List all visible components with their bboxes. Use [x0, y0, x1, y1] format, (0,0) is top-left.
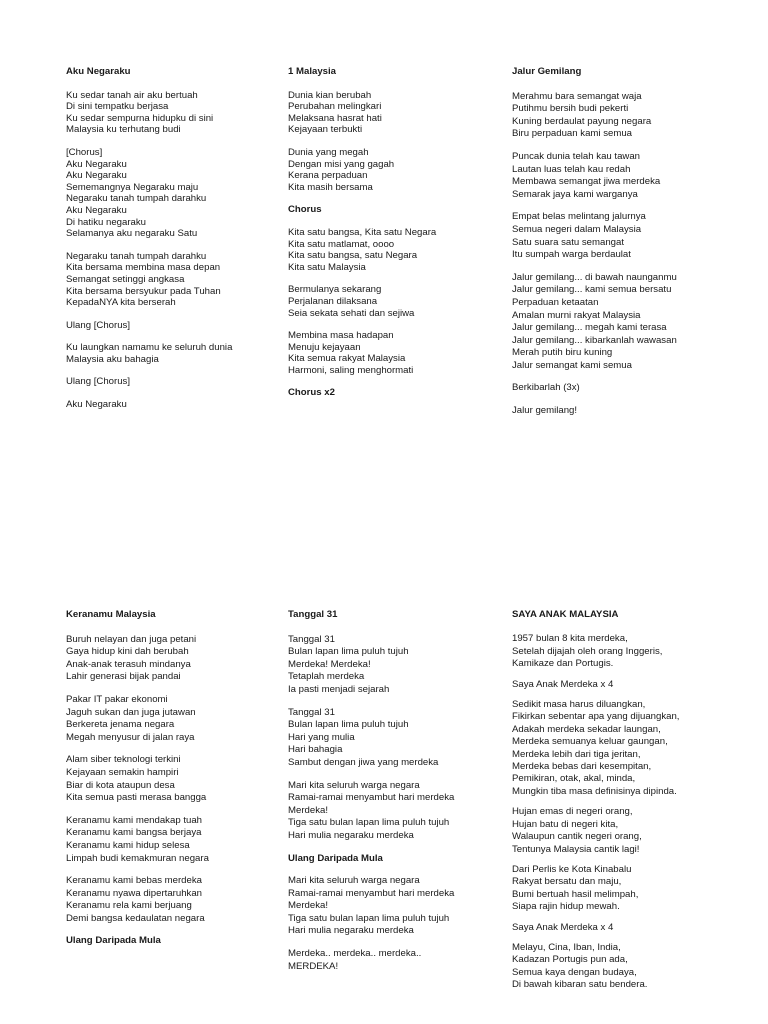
- lyric-line: Kita semua rakyat Malaysia: [288, 353, 406, 365]
- lyric-line: Keranamu kami bangsa berjaya: [66, 827, 202, 839]
- lyric-line: Ku sedar tanah air aku bertuah: [66, 89, 198, 101]
- lyric-line: Sedikit masa harus diluangkan,: [512, 699, 646, 711]
- lyric-line: Tanggal 31: [288, 633, 335, 645]
- lyric-line: Tentunya Malaysia cantik lagi!: [512, 843, 640, 855]
- stanza: [288, 90, 436, 136]
- stanza: [512, 211, 677, 261]
- lyric-line: Limpah budi kemakmuran negara: [66, 852, 209, 864]
- lyric-line: Kita satu matlamat, oooo: [288, 238, 395, 250]
- lyric-line: Negaraku tanah tumpah darahku: [66, 193, 207, 205]
- lyric-line: Tiga satu bulan lapan lima puluh tujuh: [288, 817, 450, 829]
- stanza: [512, 679, 679, 691]
- lyric-line: Ramai-ramai menyambut hari merdeka: [288, 792, 455, 804]
- song-title: Jalur Gemilang: [512, 66, 582, 77]
- lyric-line: Kita bersama bersyukur pada Tuhan: [66, 285, 221, 297]
- stanza: [66, 320, 232, 332]
- lyric-line: Bulan lapan lima puluh tujuh: [288, 719, 409, 731]
- lyric-line: Pakar IT pakar ekonomi: [66, 693, 168, 705]
- lyric-line: Setelah dijajah oleh orang Inggeris,: [512, 645, 663, 657]
- stanza: [512, 272, 677, 373]
- lyric-line: Aku Negaraku: [66, 158, 127, 170]
- stanza: [512, 922, 679, 934]
- song-title: SAYA ANAK MALAYSIA: [512, 609, 619, 620]
- lyric-line: Hujan emas di negeri orang,: [512, 806, 633, 818]
- lyric-line: Saya Anak Merdeka x 4: [512, 678, 614, 690]
- section-header: Chorus x2: [288, 387, 335, 399]
- lyric-line: Kerana perpaduan: [288, 170, 368, 182]
- lyric-line: Merdeka.. merdeka.. merdeka..: [288, 948, 422, 960]
- lyric-line: Merdeka lebih dari tiga jeritan,: [512, 748, 641, 760]
- song-block: [66, 609, 209, 958]
- lyric-line: Selamanya aku negaraku Satu: [66, 228, 198, 240]
- lyric-line: Perubahan melingkari: [288, 101, 382, 113]
- lyric-line: Gaya hidup kini dah berubah: [66, 646, 189, 658]
- lyric-line: Rakyat bersatu dan maju,: [512, 876, 622, 888]
- stanza: [288, 634, 454, 697]
- stanza: [288, 284, 436, 319]
- lyric-line: Fikirkan sebentar apa yang dijuangkan,: [512, 711, 680, 723]
- stanza: [288, 707, 454, 770]
- lyric-line: Biar di kota ataupun desa: [66, 779, 175, 791]
- lyric-line: Hujan batu di negeri kita,: [512, 818, 619, 830]
- lyric-line: Lahir generasi bijak pandai: [66, 671, 181, 683]
- lyric-line: Semua kaya dengan budaya,: [512, 966, 637, 978]
- lyric-line: Kejayaan terbukti: [288, 124, 363, 136]
- lyric-line: Sambut dengan jiwa yang merdeka: [288, 756, 439, 768]
- lyric-line: Merdeka!: [288, 804, 328, 816]
- lyric-line: Berkibarlah (3x): [512, 382, 580, 394]
- lyric-line: Jalur gemilang!: [512, 405, 578, 417]
- lyric-line: Aku Negaraku: [66, 170, 127, 182]
- lyric-line: Negaraku tanah tumpah darahku: [66, 250, 207, 262]
- lyric-line: Alam siber teknologi terkini: [66, 754, 181, 766]
- lyric-line: Di hatiku negaraku: [66, 216, 146, 228]
- stanza: [512, 942, 679, 992]
- lyric-line: Itu sumpah warga berdaulat: [512, 249, 631, 261]
- stanza: [512, 151, 677, 201]
- lyric-line: Megah menyusur di jalan raya: [66, 731, 195, 743]
- lyric-line: Ramai-ramai menyambut hari merdeka: [288, 887, 455, 899]
- lyric-line: Aku Negaraku: [66, 399, 127, 411]
- stanza: [512, 91, 677, 141]
- stanza: [66, 376, 232, 388]
- lyric-line: Jalur gemilang... kami semua bersatu: [512, 284, 672, 296]
- lyric-line: Keranamu kami mendakap tuah: [66, 814, 202, 826]
- lyric-line: Demi bangsa kedaulatan negara: [66, 912, 205, 924]
- lyric-line: Bulan lapan lima puluh tujuh: [288, 646, 409, 658]
- lyric-line: Keranamu rela kami berjuang: [66, 900, 192, 912]
- lyric-line: Merdeka! Merdeka!: [288, 658, 371, 670]
- stanza: [66, 251, 232, 309]
- stanza: [512, 633, 679, 670]
- stanza: [288, 330, 436, 376]
- song-block: [512, 66, 677, 428]
- stanza: [66, 875, 209, 925]
- lyric-line: Seia sekata sehati dan sejiwa: [288, 307, 415, 319]
- lyric-line: Melayu, Cina, Iban, India,: [512, 941, 621, 953]
- lyric-line: Dunia kian berubah: [288, 89, 372, 101]
- song-title: Aku Negaraku: [66, 66, 131, 77]
- lyric-line: Hari bahagia: [288, 744, 343, 756]
- lyric-line: Semua negeri dalam Malaysia: [512, 223, 642, 235]
- lyric-line: Keranamu kami bebas merdeka: [66, 875, 202, 887]
- lyric-line: Puncak dunia telah kau tawan: [512, 150, 641, 162]
- lyric-line: Merdeka bebas dari kesempitan,: [512, 761, 652, 773]
- lyric-line: 1957 bulan 8 kita merdeka,: [512, 633, 628, 645]
- lyric-line: Empat belas melintang jalurnya: [512, 211, 646, 223]
- lyric-line: Dunia yang megah: [288, 146, 369, 158]
- lyric-line: Ku sedar sempurna hidupku di sini: [66, 112, 214, 124]
- lyric-line: Ulang [Chorus]: [66, 376, 130, 388]
- stanza: [66, 147, 232, 240]
- lyric-line: KepadaNYA kita berserah: [66, 297, 176, 309]
- lyric-line: Di bawah kibaran satu bendera.: [512, 979, 648, 991]
- lyric-line: Perpaduan ketaatan: [512, 296, 599, 308]
- lyric-line: Hari yang mulia: [288, 731, 355, 743]
- stanza: [66, 815, 209, 865]
- lyric-line: Jalur gemilang... kibarkanlah wawasan: [512, 334, 677, 346]
- lyric-line: Siapa rajin hidup mewah.: [512, 901, 620, 913]
- stanza: [288, 227, 436, 273]
- song-block: [512, 609, 679, 1000]
- lyric-line: Kita bersama membina masa depan: [66, 262, 221, 274]
- section-header: Ulang Daripada Mula: [288, 852, 383, 864]
- stanza: [512, 405, 677, 418]
- lyric-line: Kejayaan semakin hampiri: [66, 766, 179, 778]
- lyric-line: Merdeka semuanya keluar gaungan,: [512, 736, 668, 748]
- lyric-line: Malaysia aku bahagia: [66, 353, 159, 365]
- lyric-line: Merahmu bara semangat waja: [512, 90, 642, 102]
- stanza: [66, 399, 232, 411]
- stanza: [512, 806, 679, 856]
- lyric-line: Tanggal 31: [288, 706, 335, 718]
- lyric-line: Mari kita seluruh warga negara: [288, 875, 420, 887]
- lyric-line: Ku laungkan namamu ke seluruh dunia: [66, 342, 233, 354]
- stanza: [512, 382, 677, 395]
- lyric-line: Menuju kejayaan: [288, 341, 361, 353]
- lyric-line: Biru perpaduan kami semua: [512, 128, 632, 140]
- lyric-line: Pemikiran, otak, akal, minda,: [512, 773, 636, 785]
- lyric-line: Semarak jaya kami warganya: [512, 188, 638, 200]
- lyric-line: Hari mulia negaraku merdeka: [288, 925, 414, 937]
- lyric-line: Ulang [Chorus]: [66, 319, 130, 331]
- lyric-line: Kuning berdaulat payung negara: [512, 115, 652, 127]
- lyric-line: Bermulanya sekarang: [288, 284, 382, 296]
- lyric-line: Aku Negaraku: [66, 204, 127, 216]
- song-title: Tanggal 31: [288, 609, 338, 620]
- lyric-line: Jalur semangat kami semua: [512, 359, 632, 371]
- stanza: [512, 699, 679, 798]
- lyric-line: Keranamu kami hidup selesa: [66, 839, 190, 851]
- lyric-line: Tiga satu bulan lapan lima puluh tujuh: [288, 912, 450, 924]
- lyric-line: Saya Anak Merdeka x 4: [512, 921, 614, 933]
- lyric-line: Kita semua pasti merasa bangga: [66, 792, 207, 804]
- lyric-line: Mungkin tiba masa definisinya dipinda.: [512, 785, 677, 797]
- stanza: [66, 90, 232, 136]
- lyric-line: Kita satu Malaysia: [288, 261, 366, 273]
- lyric-line: Amalan murni rakyat Malaysia: [512, 309, 641, 321]
- stanza: [66, 754, 209, 804]
- lyric-line: Jaguh sukan dan juga jutawan: [66, 706, 196, 718]
- song-block: [288, 66, 436, 410]
- lyric-line: Malaysia ku terhutang budi: [66, 124, 181, 136]
- lyric-line: Adakah merdeka sekadar laungan,: [512, 723, 661, 735]
- lyric-line: Jalur gemilang... di bawah naunganmu: [512, 271, 677, 283]
- lyric-line: Kita satu bangsa, Kita satu Negara: [288, 226, 437, 238]
- lyric-line: Bumi bertuah hasil melimpah,: [512, 888, 639, 900]
- lyric-line: Harmoni, saling menghormati: [288, 364, 414, 376]
- lyric-line: Membina masa hadapan: [288, 330, 394, 342]
- lyric-line: Keranamu nyawa dipertaruhkan: [66, 887, 202, 899]
- stanza: [66, 634, 209, 684]
- lyric-line: Kita satu bangsa, satu Negara: [288, 250, 418, 262]
- lyric-line: Kamikaze dan Portugis.: [512, 658, 614, 670]
- lyric-line: [Chorus]: [66, 146, 103, 158]
- lyric-line: Membawa semangat jiwa merdeka: [512, 176, 661, 188]
- lyric-line: Kadazan Portugis pun ada,: [512, 954, 628, 966]
- stanza: [288, 948, 454, 973]
- stanza: [66, 694, 209, 744]
- lyric-line: Di sini tempatku berjasa: [66, 101, 169, 113]
- song-block: [66, 66, 232, 422]
- lyric-line: Anak-anak terasuh mindanya: [66, 658, 191, 670]
- lyric-line: Putihmu bersih budi pekerti: [512, 103, 629, 115]
- lyric-line: Merdeka!: [288, 900, 328, 912]
- lyric-line: Jalur gemilang... megah kami terasa: [512, 322, 667, 334]
- lyric-line: MERDEKA!: [288, 960, 339, 972]
- lyric-line: Semangat setinggi angkasa: [66, 273, 185, 285]
- lyric-line: Buruh nelayan dan juga petani: [66, 633, 197, 645]
- lyric-line: Satu suara satu semangat: [512, 236, 624, 248]
- stanza: [288, 875, 454, 938]
- lyric-line: Perjalanan dilaksana: [288, 295, 378, 307]
- lyric-line: Dari Perlis ke Kota Kinabalu: [512, 863, 632, 875]
- lyric-line: Hari mulia negaraku merdeka: [288, 829, 414, 841]
- lyric-line: Melaksana hasrat hati: [288, 112, 382, 124]
- song-block: [288, 609, 454, 983]
- lyric-line: Merah putih biru kuning: [512, 347, 613, 359]
- stanza: [288, 780, 454, 843]
- lyric-line: Tetaplah merdeka: [288, 671, 365, 683]
- lyric-line: Sememangnya Negaraku maju: [66, 181, 199, 193]
- song-title: 1 Malaysia: [288, 66, 337, 77]
- stanza: [512, 864, 679, 914]
- lyric-line: Walaupun cantik negeri orang,: [512, 831, 642, 843]
- stanza: [66, 342, 232, 365]
- stanza: [288, 147, 436, 193]
- song-title: Keranamu Malaysia: [66, 609, 156, 620]
- lyric-line: Dengan misi yang gagah: [288, 158, 395, 170]
- section-header: Chorus: [288, 204, 322, 216]
- section-header: Ulang Daripada Mula: [66, 935, 161, 947]
- lyric-line: Berkereta jenama negara: [66, 719, 175, 731]
- lyric-line: Mari kita seluruh warga negara: [288, 779, 420, 791]
- lyric-line: Ia pasti menjadi sejarah: [288, 683, 390, 695]
- lyric-line: Lautan luas telah kau redah: [512, 163, 631, 175]
- lyric-line: Kita masih bersama: [288, 181, 373, 193]
